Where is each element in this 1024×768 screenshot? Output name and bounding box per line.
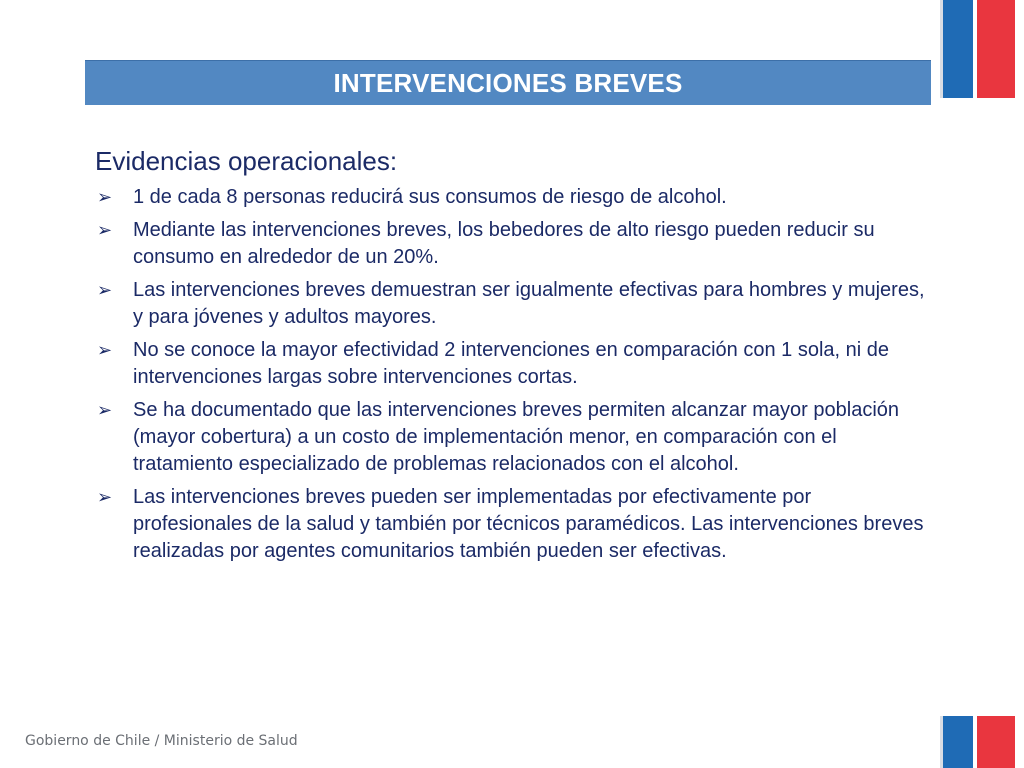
bullet-text: Las intervenciones breves demuestran ser igualmente efectivas para hombres y mujeres, y para jóvenes y adultos mayores. bbox=[133, 279, 925, 328]
bullet-text: Mediante las intervenciones breves, los bebedores de alto riesgo pueden reducir su consumo en alrededor de un 20%. bbox=[133, 219, 875, 268]
bullet-text: Las intervenciones breves pueden ser implementadas por efectivamente por profesionales de la salud y también por técnicos paramédicos. Las intervenciones breves realizadas por agentes comunitarios también pueden ser efectivas. bbox=[133, 486, 924, 562]
arrowhead-bullet-icon: ➢ bbox=[97, 340, 113, 360]
bullet-text: No se conoce la mayor efectividad 2 intervenciones en comparación con 1 sola, ni de intervenciones largas sobre intervenciones cortas. bbox=[133, 339, 889, 388]
list-item bbox=[95, 277, 930, 331]
flag-red-band bbox=[977, 716, 1015, 768]
arrowhead-bullet-icon: ➢ bbox=[97, 487, 113, 507]
list-item bbox=[95, 217, 930, 271]
slide-subtitle: Evidencias operacionales: bbox=[95, 146, 398, 176]
list-item bbox=[95, 397, 930, 478]
list-item bbox=[95, 184, 930, 211]
arrowhead-bullet-icon: ➢ bbox=[97, 220, 113, 240]
footer-text: Gobierno de Chile / Ministerio de Salud bbox=[25, 733, 298, 749]
bullet-text: Se ha documentado que las intervenciones breves permiten alcanzar mayor población (mayor cobertura) a un costo de implementación menor, en comparación con el tratamiento especializado de problemas relacionados con el alcohol. bbox=[133, 399, 900, 475]
slide-title: INTERVENCIONES BREVES bbox=[333, 67, 683, 98]
flag-blue-band bbox=[943, 716, 973, 768]
bullet-list bbox=[95, 184, 930, 565]
bullet-text: 1 de cada 8 personas reducirá sus consumos de riesgo de alcohol. bbox=[133, 186, 727, 208]
chile-flag-stripe-top bbox=[943, 0, 1015, 98]
list-item bbox=[95, 484, 930, 565]
flag-blue-band bbox=[943, 0, 973, 98]
chile-flag-stripe-bottom bbox=[943, 716, 1015, 768]
arrowhead-bullet-icon: ➢ bbox=[97, 400, 113, 420]
list-item bbox=[95, 337, 930, 391]
arrowhead-bullet-icon: ➢ bbox=[97, 187, 113, 207]
arrowhead-bullet-icon: ➢ bbox=[97, 280, 113, 300]
flag-red-band bbox=[977, 0, 1015, 98]
title-bar bbox=[85, 60, 931, 105]
slide-content bbox=[95, 144, 930, 571]
